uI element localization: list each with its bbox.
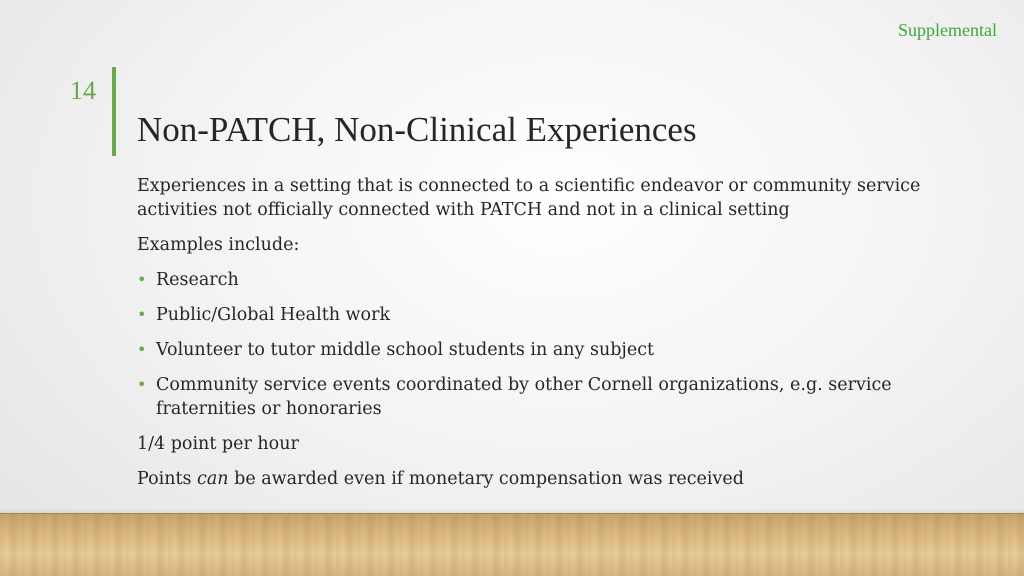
examples-list (137, 268, 937, 421)
slide-number: 14 (70, 76, 96, 105)
note-emphasis: can (197, 469, 229, 489)
supplemental-tag: Supplemental (898, 20, 997, 40)
wood-floor (0, 513, 1024, 576)
slide-title: Non-PATCH, Non-Clinical Experiences (137, 110, 697, 149)
bullet-icon: • (137, 305, 147, 324)
list-item (137, 268, 937, 292)
points-rate: 1/4 point per hour (137, 434, 299, 454)
bullet-icon: • (137, 270, 147, 289)
note-text-before: Points (137, 469, 198, 489)
list-item-text: Community service events coordinated by other Cornell organizations, e.g. service fraternities or honoraries (156, 375, 892, 419)
list-item-text: Research (156, 270, 239, 290)
intro-text: Experiences in a setting that is connected to a scientific endeavor or community service activities not officially connected with PATCH and not in a clinical setting (137, 176, 921, 220)
title-accent-bar (112, 67, 116, 156)
bullet-icon: • (137, 340, 147, 359)
list-item-text: Volunteer to tutor middle school students in any subject (156, 340, 655, 360)
compensation-note (137, 467, 937, 491)
slide-body (137, 174, 937, 502)
list-item (137, 338, 937, 362)
list-item-text: Public/Global Health work (156, 305, 391, 325)
list-item (137, 303, 937, 327)
note-text-after: be awarded even if monetary compensation was received (228, 469, 744, 489)
examples-label: Examples include: (137, 235, 300, 255)
list-item (137, 373, 937, 421)
bullet-icon: • (137, 375, 147, 394)
